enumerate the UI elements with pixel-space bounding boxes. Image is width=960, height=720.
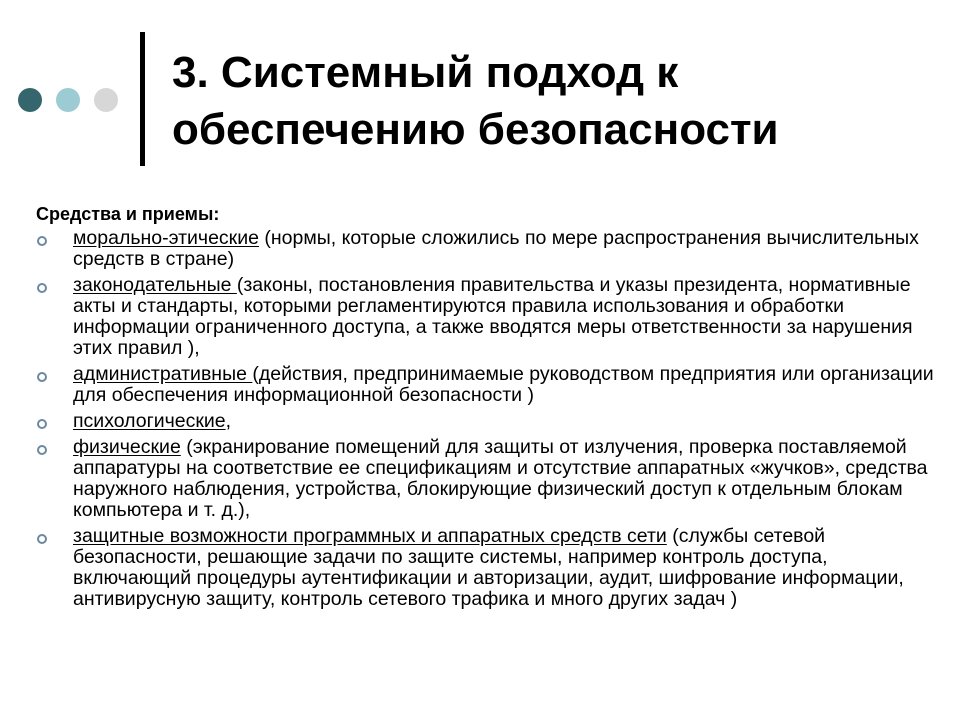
hollow-circle-bullet-icon: [37, 283, 47, 293]
slide-title: 3. Системный подход к обеспечению безопасности: [172, 48, 779, 154]
item-text: (законы, постановления правительства и указы президента, нормативные акты и стандарты, которыми регламентируются правила использования и обработки информации ограниченного доступа, а также вводятся меры ответственности за нарушения этих правил ),: [73, 274, 913, 359]
light-teal-dot: [56, 88, 80, 112]
item-term: защитные возможности программных и аппаратных средств сети: [73, 525, 667, 547]
title-divider: [140, 32, 145, 166]
item-text: (действия, предпринимаемые руководством предприятия или организации для обеспечения информационной безопасности ): [73, 363, 934, 406]
item-text: (нормы, которые сложились по мере распространения вычислительных средств в стране): [73, 227, 919, 270]
bullet-list: [36, 228, 951, 610]
item-term: морально-этические: [73, 227, 259, 249]
hollow-circle-bullet-icon: [37, 534, 47, 544]
list-item: [36, 275, 951, 359]
item-term: физические: [73, 436, 181, 458]
hollow-circle-bullet-icon: [37, 445, 47, 455]
item-text: ,: [225, 410, 232, 432]
list-item: [36, 437, 951, 521]
item-term: административные: [73, 363, 253, 385]
list-item: [36, 411, 951, 432]
hollow-circle-bullet-icon: [37, 372, 47, 382]
slide-content: [36, 203, 951, 615]
item-term: законодательные: [73, 274, 237, 296]
decorative-dots: [18, 88, 118, 112]
item-term: психологические: [73, 410, 226, 432]
subheading: Средства и приемы:: [36, 204, 220, 224]
list-item: [36, 364, 951, 406]
item-text: (службы сетевой безопасности, решающие задачи по защите системы, например контроль доступа, включающий процедуры аутентификации и авторизации, аудит, шифрование информации, антивирусную защиту, контроль сетевого трафика и много других задач ): [73, 525, 904, 610]
hollow-circle-bullet-icon: [37, 419, 47, 429]
hollow-circle-bullet-icon: [37, 236, 47, 246]
list-item: [36, 228, 951, 270]
dark-teal-dot: [18, 88, 42, 112]
list-item: [36, 526, 951, 610]
item-text: (экранирование помещений для защиты от излучения, проверка поставляемой аппаратуры на соответствие ее спецификациям и отсутствие аппаратных «жучков», средства наружного наблюдения, устройства, блокирующие физический доступ к отдельным блокам компьютера и т. д.),: [73, 436, 928, 521]
gray-dot: [94, 88, 118, 112]
